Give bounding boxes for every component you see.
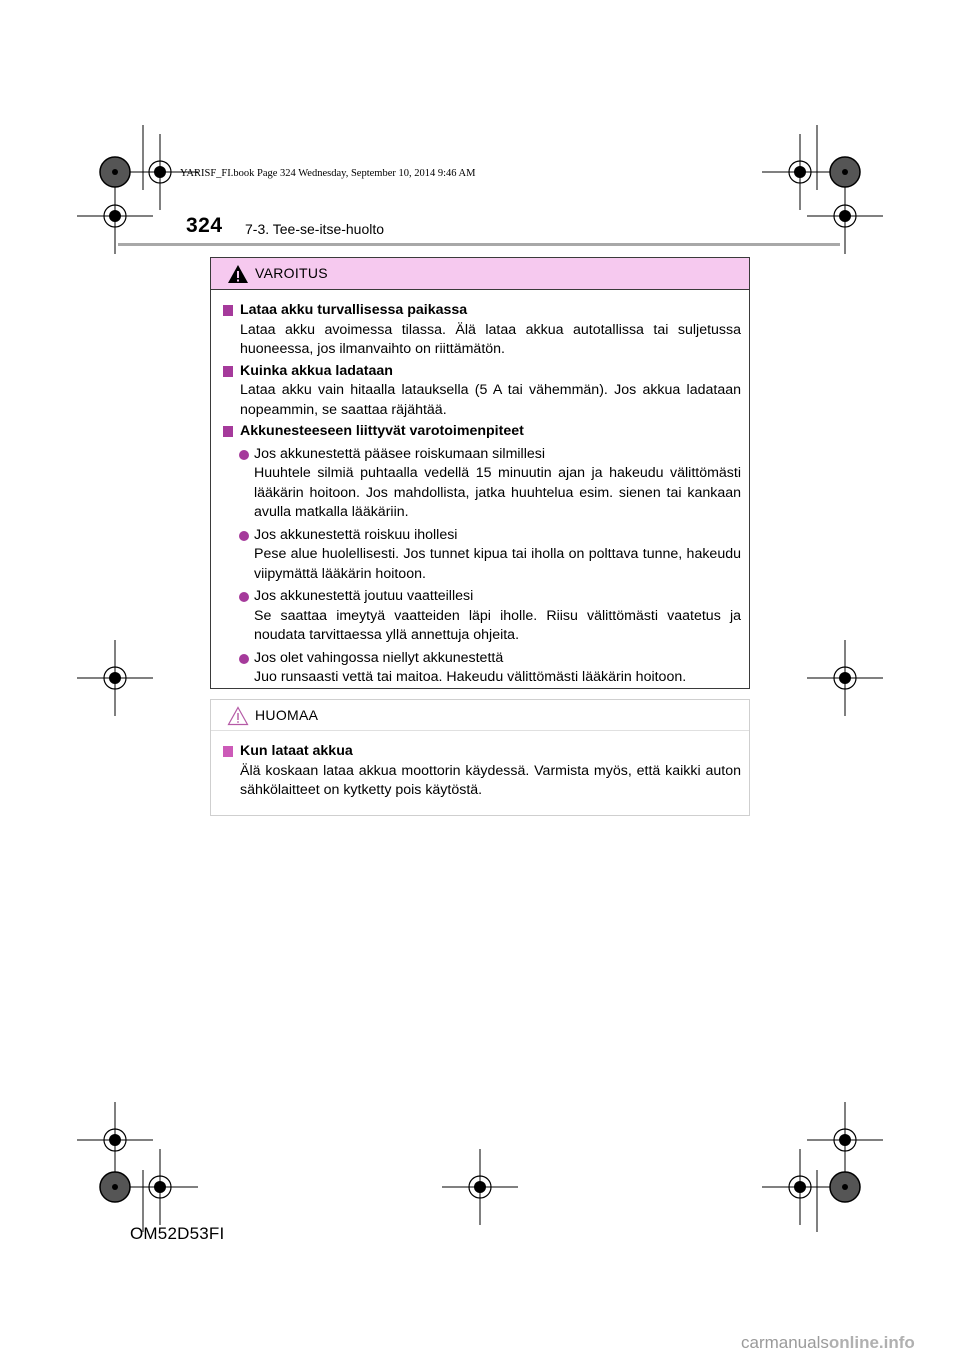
registration-mark-icon bbox=[442, 1149, 518, 1225]
color-wheel-icon bbox=[100, 157, 130, 187]
item-title: Lataa akku turvallisessa paikassa bbox=[240, 302, 468, 318]
sub-item bbox=[222, 526, 741, 585]
square-bullet-icon bbox=[223, 305, 233, 316]
registration-mark-icon bbox=[77, 1102, 153, 1178]
sub-item-text: Se saattaa imeytyä vaatteiden läpi iholle. Riisu välittömästi vaatetus ja noudata tarvittaessa yllä annettuja ohjeita. bbox=[254, 607, 741, 643]
sub-item-text: Juo runsaasti vettä tai maitoa. Hakeudu välittömästi lääkärin hoitoon. bbox=[254, 669, 687, 685]
registration-mark-icon bbox=[762, 134, 838, 210]
watermark bbox=[741, 1333, 915, 1353]
item-text: Lataa akku vain hitaalla latauksella (5 A tai vähemmän). Jos akkua ladataan nopeammin, se saattaa räjähtää. bbox=[240, 382, 741, 418]
square-bullet-icon bbox=[223, 746, 233, 757]
sub-item bbox=[222, 649, 741, 688]
caution-outline-icon bbox=[227, 706, 249, 726]
warning-item bbox=[222, 301, 741, 360]
circle-bullet-icon bbox=[239, 450, 249, 460]
sub-item-title: Jos akkunestettä joutuu vaatteillesi bbox=[254, 588, 474, 604]
item-title: Kun lataat akkua bbox=[240, 743, 353, 759]
circle-bullet-icon bbox=[239, 531, 249, 541]
footer-code: OM52D53FI bbox=[130, 1224, 225, 1243]
color-wheel-icon bbox=[830, 1172, 860, 1202]
section-title: 7-3. Tee-se-itse-huolto bbox=[245, 221, 385, 237]
circle-bullet-icon bbox=[239, 592, 249, 602]
warning-item bbox=[222, 422, 741, 688]
watermark-domain: online.info bbox=[828, 1333, 915, 1352]
color-wheel-icon bbox=[830, 157, 860, 187]
item-title: Kuinka akkua ladataan bbox=[240, 362, 393, 379]
square-bullet-icon bbox=[223, 366, 233, 377]
header-rule bbox=[118, 243, 840, 246]
color-wheel-icon bbox=[100, 1172, 130, 1202]
sub-item-title: Jos akkunestettä pääsee roiskumaan silmillesi bbox=[254, 445, 545, 462]
sub-item-text: Huuhtele silmiä puhtaalla vedellä 15 minuutin ajan ja hakeudu välittömästi lääkärin hoitoon. Jos mahdollista, jatka huuhtelua esim. sienen tai kankaan avulla matkalla lääkäriin. bbox=[254, 465, 741, 520]
notice-header bbox=[211, 700, 749, 731]
registration-mark-icon bbox=[77, 640, 153, 716]
notice-box bbox=[210, 699, 750, 816]
warning-box bbox=[210, 257, 750, 689]
notice-header-label: HUOMAA bbox=[255, 707, 319, 723]
watermark-brand: carmanuals bbox=[741, 1333, 829, 1352]
sub-item-title: Jos akkunestettä roiskuu ihollesi bbox=[254, 526, 458, 543]
item-text: Lataa akku avoimessa tilassa. Älä lataa akkua autotallissa tai suljetussa huoneessa, jos ilmanvaihto on riittämätön. bbox=[240, 321, 741, 357]
registration-mark-icon bbox=[762, 1149, 838, 1225]
sub-item-title: Jos olet vahingossa niellyt akkunestettä bbox=[254, 649, 504, 666]
sub-item bbox=[222, 445, 741, 523]
registration-mark-icon bbox=[807, 640, 883, 716]
warning-header bbox=[211, 258, 749, 290]
square-bullet-icon bbox=[223, 426, 233, 437]
registration-mark-icon bbox=[122, 1149, 198, 1225]
warning-header-label: VAROITUS bbox=[255, 265, 328, 281]
item-title: Akkunesteeseen liittyvät varotoimenpiteet bbox=[240, 423, 524, 439]
registration-mark-icon bbox=[807, 1102, 883, 1178]
page-number: 324 bbox=[186, 214, 223, 237]
sub-item-text: Pese alue huolellisesti. Jos tunnet kipua tai iholla on polttava tunne, hakeudu viipymättä lääkärin hoitoon. bbox=[254, 546, 741, 582]
item-text: Älä koskaan lataa akkua moottorin käydessä. Varmista myös, että kaikki auton sähkölaitteet on kytketty pois käytöstä. bbox=[240, 762, 741, 798]
circle-bullet-icon bbox=[239, 654, 249, 664]
warning-item bbox=[222, 362, 741, 421]
book-info-line: YARISF_FI.book Page 324 Wednesday, September 10, 2014 9:46 AM bbox=[180, 168, 476, 179]
notice-item bbox=[222, 742, 741, 801]
sub-item bbox=[222, 587, 741, 646]
warning-icon bbox=[227, 264, 249, 284]
